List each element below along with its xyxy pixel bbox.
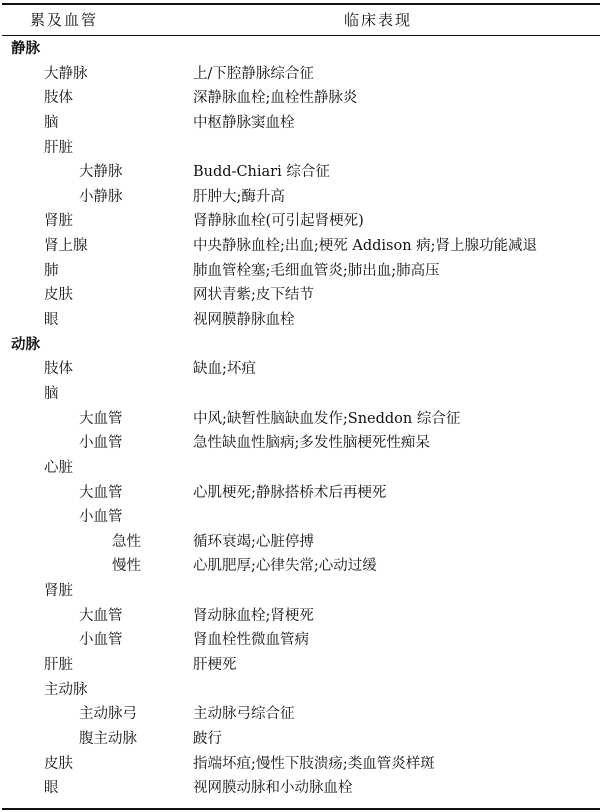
vessel-cell: 眼 [44, 312, 59, 329]
vessel-cell: 眼 [44, 780, 59, 797]
vessel-cell: 脑 [44, 385, 59, 402]
table-row [0, 431, 602, 456]
vessel-cell: 皮肤 [44, 755, 73, 772]
table-row [0, 579, 602, 604]
vessel-cell: 皮肤 [44, 287, 73, 304]
symptom-cell: 心肌肥厚;心律失常;心动过缓 [193, 558, 377, 575]
vessel-cell: 急性 [112, 533, 141, 550]
symptom-cell: 肾动脉血栓;肾梗死 [193, 607, 314, 624]
table-row [0, 382, 602, 407]
symptom-cell: 指端坏疽;慢性下肢溃疡;类血管炎样斑 [193, 755, 435, 772]
vessel-cell: 主动脉 [44, 681, 88, 698]
vessel-cell: 肺 [44, 262, 59, 279]
symptom-cell: 肝梗死 [193, 657, 237, 674]
vessel-cell: 大血管 [79, 410, 123, 427]
symptom-cell: Budd-Chiari 综合征 [193, 164, 330, 181]
table-row [0, 160, 602, 185]
symptom-cell: 视网膜动脉和小动脉血栓 [193, 780, 353, 797]
table-row [0, 259, 602, 284]
table-row [0, 308, 602, 333]
table-row [0, 752, 602, 777]
column-header-vessel: 累及血管 [30, 11, 99, 29]
section-heading: 静脉 [11, 40, 40, 57]
vessel-cell: 脑 [44, 114, 59, 131]
section-heading: 动脉 [11, 335, 40, 353]
table-row [0, 456, 602, 481]
vessel-cell: 肾脏 [44, 583, 73, 600]
vessel-cell: 小静脉 [79, 188, 123, 205]
vessel-cell: 肢体 [44, 361, 73, 378]
table-body [0, 37, 602, 801]
symptom-cell: 中风;缺暂性脑缺血发作;Sneddon 综合征 [193, 410, 461, 427]
symptom-cell: 中央静脉血栓;出血;梗死 Addison 病;肾上腺功能减退 [193, 238, 538, 255]
vessel-cell: 心脏 [44, 459, 73, 476]
vessel-cell: 大血管 [79, 607, 123, 624]
table-row [0, 530, 602, 555]
header-rule [2, 35, 600, 36]
table-row [0, 604, 602, 629]
symptom-cell: 网状青紫;皮下结节 [193, 287, 314, 304]
table-row [0, 776, 602, 801]
vessel-cell: 主动脉弓 [79, 706, 137, 723]
table-row [0, 185, 602, 210]
table-row [0, 727, 602, 752]
vessel-cell: 肾脏 [44, 213, 73, 230]
vessel-cell: 小血管 [79, 632, 123, 649]
symptom-cell: 肺血管栓塞;毛细血管炎;肺出血;肺高压 [193, 262, 440, 279]
symptom-cell: 循环衰竭;心脏停搏 [193, 533, 314, 550]
table-row [0, 702, 602, 727]
vessel-cell: 肝脏 [44, 139, 73, 156]
table-row [0, 357, 602, 382]
vessel-cell: 腹主动脉 [79, 730, 137, 747]
table-row [0, 628, 602, 653]
table-row [0, 678, 602, 703]
vessel-cell: 大血管 [79, 484, 123, 501]
symptom-cell: 主动脉弓综合征 [193, 706, 295, 723]
table-row [0, 283, 602, 308]
table-row [0, 209, 602, 234]
symptom-cell: 心肌梗死;静脉搭桥术后再梗死 [193, 484, 387, 501]
bottom-rule [2, 808, 600, 810]
column-header-symptom: 临床表现 [344, 11, 413, 29]
symptom-cell: 深静脉血栓;血栓性静脉炎 [193, 90, 358, 107]
symptom-cell: 缺血;坏疽 [193, 361, 256, 378]
table-row [0, 111, 602, 136]
table-row [0, 86, 602, 111]
symptom-cell: 肾静脉血栓(可引起肾梗死) [193, 213, 364, 230]
symptom-cell: 视网膜静脉血栓 [193, 312, 295, 329]
vessel-cell: 大静脉 [79, 164, 123, 181]
symptom-cell: 中枢静脉窦血栓 [193, 114, 295, 131]
symptom-cell: 跛行 [193, 730, 222, 747]
table-section-row [0, 333, 602, 358]
symptom-cell: 肾血栓性微血管病 [193, 632, 309, 649]
table-section-row [0, 37, 602, 62]
table-row [0, 136, 602, 161]
table-row [0, 481, 602, 506]
vessel-cell: 肾上腺 [44, 238, 88, 255]
vessel-cell: 大静脉 [44, 65, 88, 82]
table-row [0, 505, 602, 530]
table-row [0, 653, 602, 678]
table-row [0, 554, 602, 579]
table-row [0, 234, 602, 259]
vessel-cell: 慢性 [112, 558, 141, 575]
symptom-cell: 肝肿大;酶升高 [193, 188, 285, 205]
table-row [0, 62, 602, 87]
vessel-cell: 小血管 [79, 509, 123, 526]
vessel-cell: 肝脏 [44, 657, 73, 674]
symptom-cell: 急性缺血性脑病;多发性脑梗死性痴呆 [193, 435, 430, 452]
table-row [0, 407, 602, 432]
vessel-cell: 肢体 [44, 90, 73, 107]
vessel-cell: 小血管 [79, 435, 123, 452]
symptom-cell: 上/下腔静脉综合征 [193, 65, 314, 82]
